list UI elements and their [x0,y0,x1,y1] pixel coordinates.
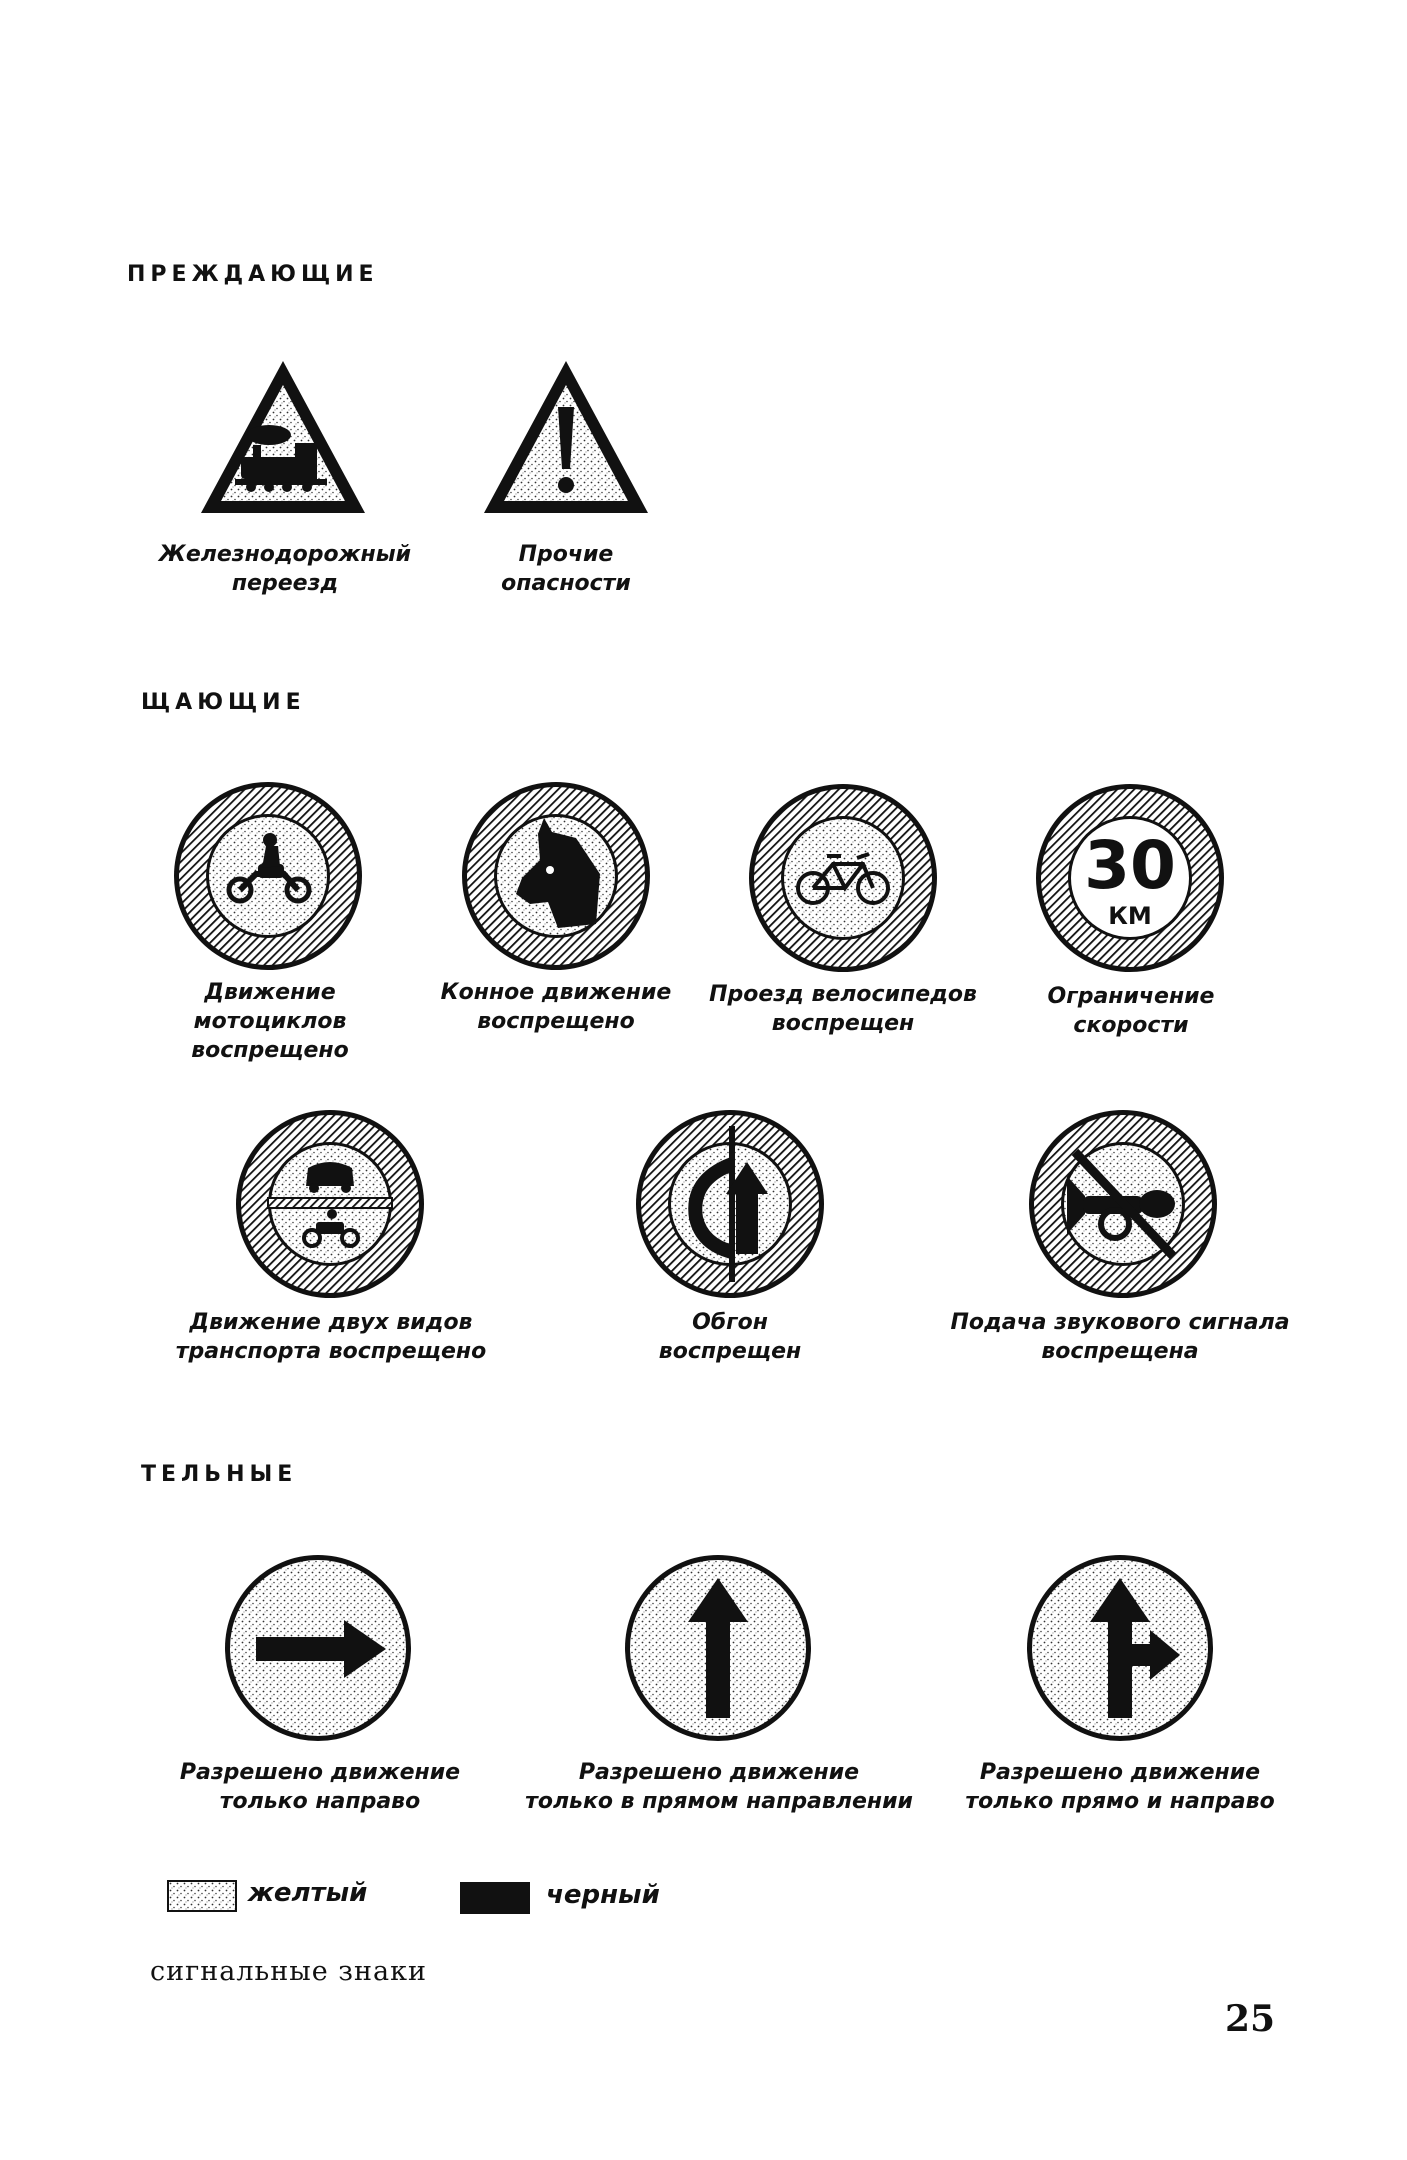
warning-sign-other-dangers [478,355,654,524]
legend-swatch-yellow [167,1880,237,1912]
caption-railway: Железнодорожный переезд [158,542,412,596]
prohibitory-sign-no-horn [1025,1106,1221,1306]
caption-two-vehicle-types: Движение двух видов транспорта воспрещено [175,1310,487,1364]
page-number: 25 [1225,1998,1276,2040]
section-heading-mandatory: ТЕЛЬНЫЕ [141,1462,298,1487]
legend-swatch-black [460,1882,530,1914]
warning-sign-railway [195,355,371,524]
svg-text:КМ: КМ [1108,902,1152,930]
svg-text:30: 30 [1084,827,1176,904]
caption-bicycles: Проезд велосипедов воспрещен [709,982,977,1036]
prohibitory-sign-no-overtaking [632,1106,828,1306]
section-heading-prohibitory: ЩАЮЩИЕ [141,690,306,715]
legend-label-yellow: желтый [248,1878,368,1908]
caption-other-dangers: Прочие опасности [501,542,631,596]
prohibitory-sign-bicycles [745,780,941,980]
caption-horses: Конное движение воспрещено [440,980,672,1034]
prohibitory-sign-two-vehicle-types [232,1106,428,1306]
mandatory-sign-straight-only [620,1550,816,1750]
mandatory-sign-right-only [220,1550,416,1750]
caption-no-overtaking: Обгон воспрещен [658,1310,802,1364]
prohibitory-sign-motorcycles [170,778,366,978]
caption-no-horn: Подача звукового сигнала воспрещена [950,1310,1290,1364]
legend-label-black: черный [546,1880,660,1910]
mandatory-sign-straight-or-right [1022,1550,1218,1750]
caption-right-only: Разрешено движение только направо [179,1760,461,1814]
footer-text: сигнальные знаки [150,1956,427,1987]
caption-straight-or-right: Разрешено движение только прямо и направо [965,1760,1275,1814]
prohibitory-sign-horses [458,778,654,978]
section-heading-warning: ПРЕЖДАЮЩИЕ [127,262,379,287]
caption-motorcycles: Движение мотоциклов воспрещено [191,980,349,1063]
prohibitory-sign-speed-limit [1032,780,1228,980]
caption-speed-limit: Ограничение скорости [1047,984,1215,1038]
caption-straight-only: Разрешено движение только в прямом направлении [525,1760,913,1814]
